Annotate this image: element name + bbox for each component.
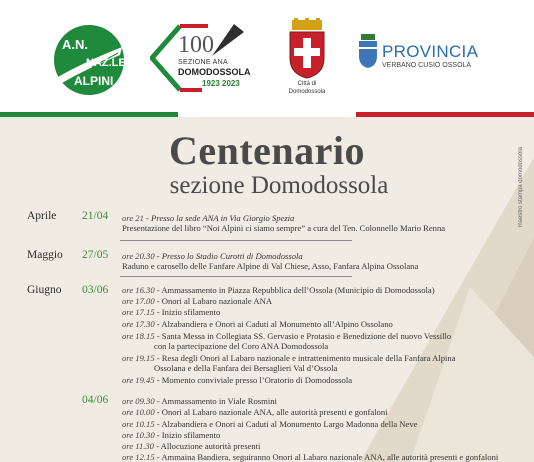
line-time: ore 17.15 <box>122 307 155 317</box>
month-aprile: Aprile <box>27 210 57 222</box>
centenario-line1: SEZIONE ANA <box>178 59 228 66</box>
program-line <box>122 261 418 271</box>
line-time: ore 21 <box>122 213 144 223</box>
centenario-years: 1923 2023 <box>202 79 240 88</box>
line-text: - Resa degli Onori al Labaro nazionale e intrattenimento musicale della Fanfara Alpina <box>156 353 456 363</box>
crest-line2: Domodossola <box>288 89 326 95</box>
month-maggio: Maggio <box>27 249 63 261</box>
date-aprile: 21/04 <box>82 210 109 222</box>
separator <box>120 276 352 277</box>
provincia-line1: PROVINCIA <box>382 42 479 61</box>
line-text: - Onori al Labaro nazionale ANA <box>156 296 273 306</box>
program-line <box>122 331 451 341</box>
line-text: - Inizio sfilamento <box>156 430 221 440</box>
header-logos <box>0 0 534 112</box>
line-time: ore 17.00 <box>122 296 155 306</box>
page-subtitle: sezione Domodossola <box>169 172 389 199</box>
centenario-line2: DOMODOSSOLA <box>178 67 251 77</box>
program-line <box>122 452 498 462</box>
program-line <box>122 213 294 223</box>
line-time: ore 12.15 <box>122 452 155 462</box>
crest-line1: Città di <box>297 81 317 87</box>
program-line <box>122 419 417 429</box>
program-line <box>122 285 435 295</box>
ana-logo-bottom: ALPINI <box>74 74 114 88</box>
date-maggio: 27/05 <box>82 249 109 261</box>
line-time: ore 19.45 <box>122 375 155 385</box>
program-line <box>122 307 220 317</box>
line-time: ore 19.15 <box>122 353 155 363</box>
centenario-number: 100 <box>178 32 214 58</box>
line-time: ore 10.00 <box>122 407 155 417</box>
program-line <box>122 396 277 406</box>
separator <box>120 240 352 241</box>
program-line <box>122 296 272 306</box>
line-text: - Ammaina Bandiera, seguiranno Onori al Labaro nazionale ANA, alle autorità presenti e gonfaloni <box>156 452 499 462</box>
line-text: Presentazione del libro “Noi Alpini ci siamo sempre” a cura del Ten. Colonnello Mario Renna <box>122 223 446 233</box>
line-text: - Inizio sfilamento <box>156 307 221 317</box>
line-text: Raduno e carosello delle Fanfare Alpine di Val Chiese, Asso, Fanfara Alpina Ossolana <box>122 261 419 271</box>
line-text: - Allocuzione autorità presenti <box>156 441 261 451</box>
line-time: ore 17.30 <box>122 319 155 329</box>
program-line <box>122 319 393 329</box>
program-line <box>122 353 456 363</box>
line-text: - Onori al Labaro nazionale ANA, alle autorità presenti e gonfaloni <box>156 407 388 417</box>
line-time: ore 11.30 <box>122 441 154 451</box>
provincia-logo <box>357 34 487 74</box>
line-text: con la partecipazione del Coro ANA Domodossola <box>154 341 329 351</box>
date-giugno-2: 04/06 <box>82 394 109 406</box>
line-text: - Alzabandiera e Onori ai Caduti al Monumento all’Alpino Ossolano <box>156 319 393 329</box>
line-text: - Ammassamento in Viale Rosmini <box>156 396 277 406</box>
domodossola-crest <box>282 18 332 100</box>
program-line <box>122 441 260 451</box>
line-text: - Ammassamento in Piazza Repubblica dell’Ossola (Municipio di Domodossola) <box>156 285 435 295</box>
line-time: ore 10.30 <box>122 430 155 440</box>
date-giugno-1: 03/06 <box>82 284 109 296</box>
ana-logo-mid: NAZ.LE <box>86 57 126 69</box>
line-text: - Momento conviviale presso l’Oratorio di Domodossola <box>156 375 353 385</box>
line-text: - Alzabandiera e Onori ai Caduti al Monumento Largo Madonna della Neve <box>156 419 418 429</box>
program-line <box>122 430 220 440</box>
line-text: - Presso la sede ANA in Via Giorgio Spezia <box>146 213 295 223</box>
line-time: ore 16.30 <box>122 285 155 295</box>
month-giugno: Giugno <box>27 284 62 296</box>
program-line <box>122 375 352 385</box>
ana-logo-top: A.N. <box>62 37 88 52</box>
centenario-logo <box>150 22 270 94</box>
line-time: ore 09.30 <box>122 396 155 406</box>
line-time: ore 10.15 <box>122 419 155 429</box>
page-title: Centenario <box>168 128 366 173</box>
credit-text: maestro stampa domodossola <box>518 147 524 228</box>
program-line <box>122 407 388 417</box>
line-text: Ossolana e della Fanfara dei Bersaglieri Val d’Ossola <box>154 363 338 373</box>
program-line <box>122 223 445 233</box>
ana-logo <box>52 23 126 97</box>
program-line <box>122 251 303 261</box>
program-line <box>154 341 328 351</box>
line-text: - Presso lo Stadio Curotti di Domodossola <box>156 251 303 261</box>
provincia-line2: VERBANO CUSIO OSSOLA <box>382 62 472 69</box>
line-text: - Santa Messa in Collegiata SS. Gervasio e Protasio e Benedizione del nuovo Vessillo <box>156 331 452 341</box>
poster-body <box>0 117 534 462</box>
line-time: ore 18.15 <box>122 331 155 341</box>
program-line <box>154 363 337 373</box>
line-time: ore 20.30 <box>122 251 155 261</box>
